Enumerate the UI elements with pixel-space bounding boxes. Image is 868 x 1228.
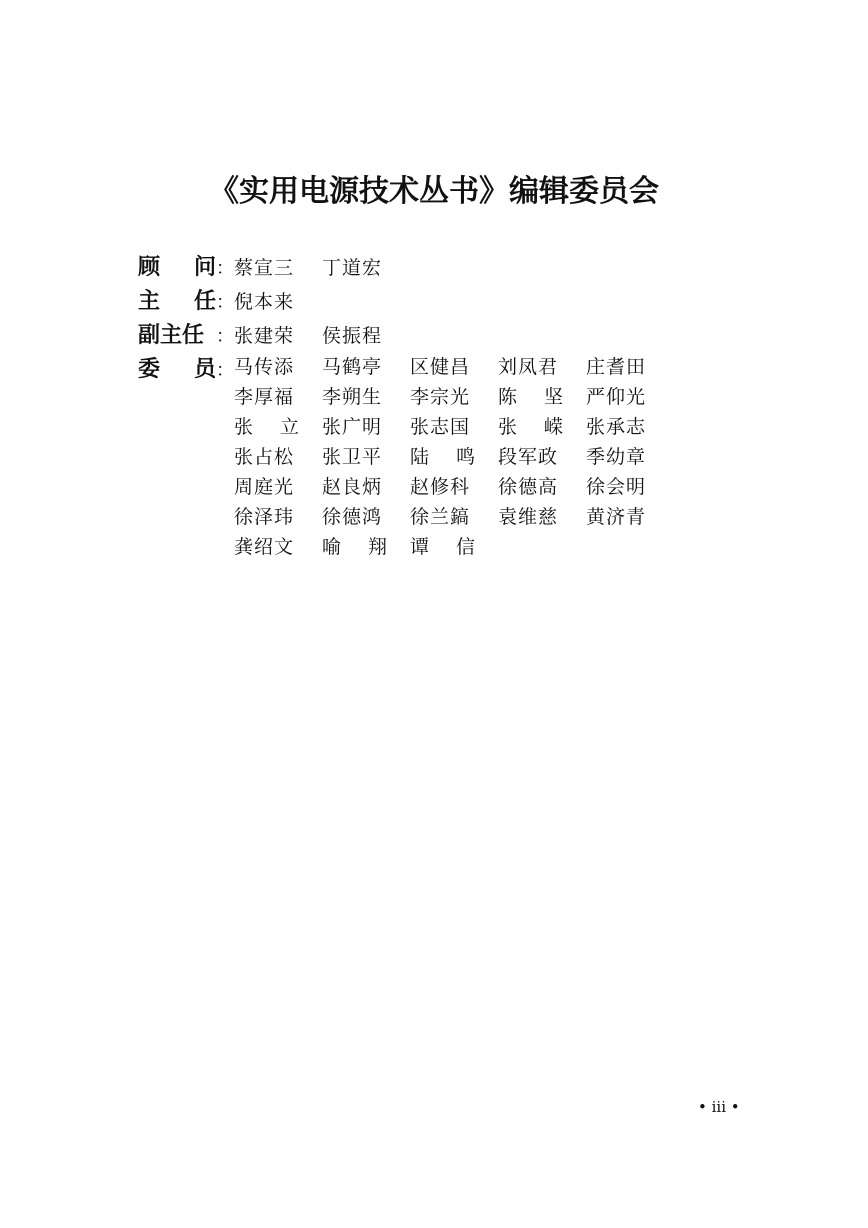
advisors-row — [138, 250, 674, 284]
member-name: 赵修科 — [410, 476, 471, 498]
member-name: 段军政 — [498, 446, 559, 468]
vice-director-label: 副主任 ： — [138, 323, 234, 348]
member-name: 李宗光 — [410, 386, 471, 408]
director-name: 倪本来 — [234, 291, 295, 313]
members-label: 委 员 ： — [138, 357, 234, 382]
member-name: 黄济青 — [586, 506, 647, 528]
member-name: 严仰光 — [586, 386, 647, 408]
vice-director-row — [138, 318, 674, 352]
member-name: 刘凤君 — [498, 356, 559, 378]
page-number: • iii • — [698, 1098, 740, 1116]
member-name: 喻 翔 — [322, 536, 388, 558]
member-name: 谭 信 — [410, 536, 476, 558]
member-name: 张卫平 — [322, 446, 383, 468]
member-name: 马传添 — [234, 356, 295, 378]
member-name: 龚绍文 — [234, 536, 295, 558]
member-name: 徐泽玮 — [234, 506, 295, 528]
member-name: 李厚福 — [234, 386, 295, 408]
committee-list — [138, 250, 674, 558]
member-name: 袁维慈 — [498, 506, 559, 528]
member-name: 李朔生 — [322, 386, 383, 408]
member-name: 陈 坚 — [498, 386, 564, 408]
members-row — [138, 352, 674, 558]
member-name: 徐德鸿 — [322, 506, 383, 528]
member-name: 周庭光 — [234, 476, 295, 498]
vice-director-names — [234, 321, 674, 348]
vice-director-name: 侯振程 — [322, 325, 383, 347]
member-name: 徐会明 — [586, 476, 647, 498]
vice-director-name: 张建荣 — [234, 325, 295, 347]
member-name: 徐德高 — [498, 476, 559, 498]
director-label: 主 任 ： — [138, 289, 234, 314]
member-name: 张 嵘 — [498, 416, 564, 438]
member-name: 张志国 — [410, 416, 471, 438]
member-name: 陆 鸣 — [410, 446, 476, 468]
advisor-name: 丁道宏 — [322, 257, 383, 279]
member-name: 张 立 — [234, 416, 300, 438]
members-names — [234, 352, 674, 562]
member-name: 庄耆田 — [586, 356, 647, 378]
member-name: 区健昌 — [410, 356, 471, 378]
member-name: 季幼章 — [586, 446, 647, 468]
page-title: 《实用电源技术丛书》编辑委员会 — [209, 174, 659, 209]
advisor-name: 蔡宣三 — [234, 257, 295, 279]
member-name: 赵良炳 — [322, 476, 383, 498]
member-name: 张占松 — [234, 446, 295, 468]
member-name: 张承志 — [586, 416, 647, 438]
member-name: 马鹤亭 — [322, 356, 383, 378]
director-row — [138, 284, 674, 318]
director-names — [234, 287, 674, 314]
advisors-label: 顾 问 ： — [138, 255, 234, 280]
advisors-names — [234, 253, 674, 280]
member-name: 张广明 — [322, 416, 383, 438]
member-name: 徐兰鎬 — [410, 506, 471, 528]
